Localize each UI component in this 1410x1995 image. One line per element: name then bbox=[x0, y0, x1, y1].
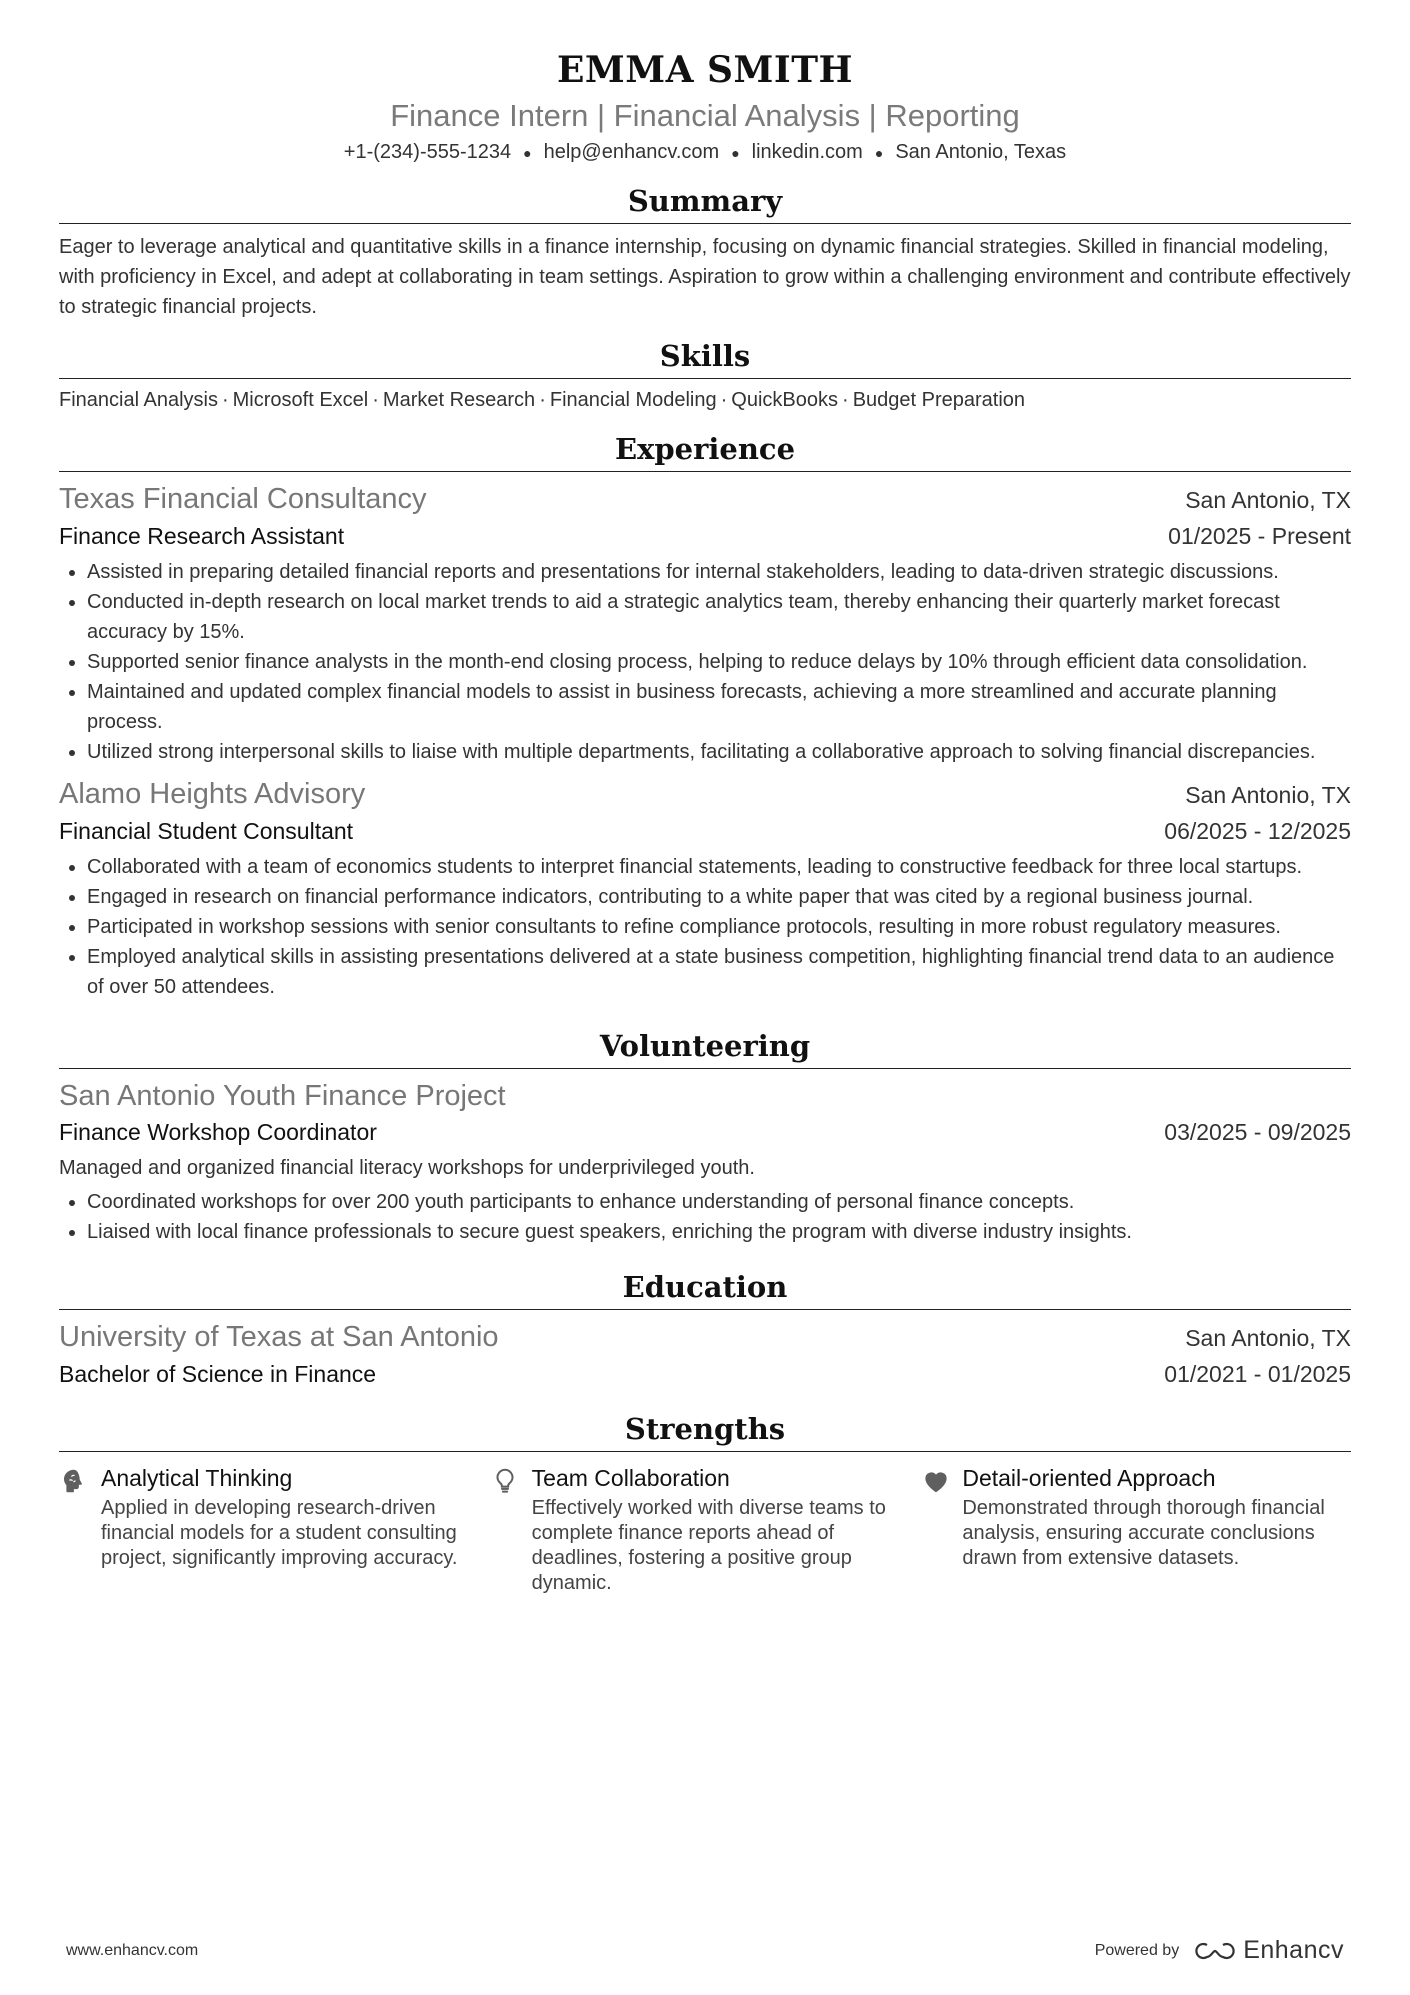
linkedin-link[interactable]: linkedin.com bbox=[751, 141, 863, 163]
volunteer-description: Managed and organized financial literacy workshops for underprivileged youth. bbox=[59, 1156, 755, 1179]
job-title: Financial Student Consultant bbox=[59, 817, 354, 844]
skill-item: Microsoft Excel bbox=[232, 388, 369, 411]
section-title-education: Education bbox=[59, 1267, 1351, 1310]
skill-item: Market Research bbox=[382, 388, 536, 411]
education-entry bbox=[59, 1318, 1351, 1391]
skill-item: Financial Analysis bbox=[59, 388, 218, 411]
website-link[interactable]: www.enhancv.com bbox=[66, 1941, 199, 1959]
enhancv-logo[interactable] bbox=[1193, 1936, 1344, 1965]
skill-item: Financial Modeling bbox=[549, 388, 717, 411]
strength-description: Applied in developing research-driven financial models for a student consulting project, significantly improving accuracy. bbox=[101, 1496, 458, 1569]
bullet-item: • Participated in workshop sessions with senior consultants to refine compliance protocols, resulting in more robust regulatory measures. bbox=[87, 912, 1351, 942]
page-footer bbox=[66, 1936, 1344, 1965]
volunteering-section bbox=[59, 1026, 1351, 1247]
strength-title: Detail-oriented Approach bbox=[962, 1464, 1216, 1491]
entry-location: San Antonio, TX bbox=[1185, 781, 1351, 808]
bullet-item: • Employed analytical skills in assisting presentations delivered at a state business competition, highlighting financial trend data to an audience of over 50 attendees. bbox=[87, 942, 1351, 1002]
brain-icon bbox=[59, 1466, 89, 1496]
bullet-item: • Assisted in preparing detailed financial reports and presentations for internal stakeholders, leading to data-driven strategic discussions. bbox=[87, 557, 1351, 587]
entry-dates: 06/2025 - 12/2025 bbox=[1164, 817, 1351, 844]
strength-title: Analytical Thinking bbox=[101, 1464, 293, 1491]
skill-item: Budget Preparation bbox=[852, 388, 1026, 411]
email-link[interactable]: help@enhancv.com bbox=[543, 141, 720, 163]
location: San Antonio, Texas bbox=[895, 141, 1067, 163]
section-title-skills: Skills bbox=[59, 336, 1351, 379]
heart-icon bbox=[920, 1466, 952, 1496]
bullet-item: • Utilized strong interpersonal skills to liaise with multiple departments, facilitating a collaborative approach to solving financial discrepancies. bbox=[87, 737, 1351, 767]
entry-dates: 01/2025 - Present bbox=[1168, 522, 1351, 549]
job-title: Finance Research Assistant bbox=[59, 522, 345, 549]
lightbulb-icon bbox=[490, 1466, 520, 1496]
strength-title: Team Collaboration bbox=[531, 1464, 730, 1491]
volunteering-entry bbox=[59, 1077, 1351, 1247]
resume-header bbox=[59, 0, 1351, 167]
bullet-list bbox=[59, 852, 1351, 1002]
section-title-strengths: Strengths bbox=[59, 1409, 1351, 1452]
education-section bbox=[59, 1267, 1351, 1391]
powered-by bbox=[1095, 1936, 1344, 1965]
entry-location: San Antonio, TX bbox=[1185, 1324, 1351, 1351]
candidate-name: EMMA SMITH bbox=[556, 49, 854, 91]
entry-dates: 03/2025 - 09/2025 bbox=[1164, 1118, 1351, 1145]
experience-entry bbox=[59, 775, 1351, 1002]
section-title-volunteering: Volunteering bbox=[59, 1026, 1351, 1069]
bullet-item: • Conducted in-depth research on local market trends to aid a strategic analytics team, thereby enhancing their quarterly market forecast accuracy by 15%. bbox=[87, 587, 1351, 647]
contact-line: +1-(234)-555-1234 ● help@enhancv.com ● linkedin.com ● San Antonio, Texas bbox=[343, 141, 1067, 163]
degree: Bachelor of Science in Finance bbox=[59, 1360, 377, 1387]
summary-section bbox=[59, 181, 1351, 322]
bullet-item: • Supported senior finance analysts in the month-end closing process, helping to reduce delays by 10% through efficient data consolidation. bbox=[87, 647, 1351, 677]
section-title-experience: Experience bbox=[59, 429, 1351, 472]
skills-section bbox=[59, 336, 1351, 415]
company-name: Alamo Heights Advisory bbox=[59, 777, 366, 810]
experience-entry bbox=[59, 480, 1351, 767]
strength-item bbox=[59, 1462, 490, 1596]
entry-location: San Antonio, TX bbox=[1185, 486, 1351, 513]
brand-name: Enhancv bbox=[1243, 1936, 1344, 1964]
strengths-section bbox=[59, 1409, 1351, 1596]
strength-item bbox=[490, 1462, 921, 1596]
bullet-item: • Collaborated with a team of economics students to interpret financial statements, leading to constructive feedback for three local startups. bbox=[87, 852, 1351, 882]
skill-item: QuickBooks bbox=[731, 388, 839, 411]
organization-name: San Antonio Youth Finance Project bbox=[59, 1079, 506, 1112]
section-title-summary: Summary bbox=[59, 181, 1351, 224]
headline: Finance Intern | Financial Analysis | Reporting bbox=[390, 98, 1020, 133]
bullet-item: • Liaised with local finance professionals to secure guest speakers, enriching the program with diverse industry insights. bbox=[87, 1217, 1351, 1247]
strength-description: Effectively worked with diverse teams to complete finance reports ahead of deadlines, fostering a positive group dynamic. bbox=[531, 1496, 886, 1594]
powered-by-label: Powered by bbox=[1094, 1941, 1180, 1959]
school-name: University of Texas at San Antonio bbox=[59, 1320, 499, 1353]
company-name: Texas Financial Consultancy bbox=[59, 482, 427, 515]
volunteer-role: Finance Workshop Coordinator bbox=[59, 1118, 377, 1145]
skills-list: Financial Analysis · Microsoft Excel · Market Research · Financial Modeling · QuickBooks · Budget Preparation bbox=[59, 388, 1026, 411]
bullet-list bbox=[59, 1187, 1351, 1247]
bullet-list bbox=[59, 557, 1351, 767]
bullet-item: • Engaged in research on financial performance indicators, contributing to a white paper that was cited by a regional business journal. bbox=[87, 882, 1351, 912]
bullet-item: • Coordinated workshops for over 200 youth participants to enhance understanding of personal finance concepts. bbox=[87, 1187, 1351, 1217]
summary-text: Eager to leverage analytical and quantitative skills in a finance internship, focusing on dynamic financial strategies. Skilled in financial modeling, with proficiency in Excel, and adept at collaborating in team settings. Aspiration to grow within a challenging environment and contribute effectively to strategic financial projects. bbox=[59, 235, 1351, 318]
enhancv-logo-icon bbox=[1193, 1939, 1237, 1963]
experience-section bbox=[59, 429, 1351, 1002]
bullet-item: • Maintained and updated complex financial models to assist in business forecasts, achieving a more streamlined and accurate planning process. bbox=[87, 677, 1351, 737]
phone: +1-(234)-555-1234 bbox=[343, 141, 512, 163]
strengths-grid bbox=[59, 1462, 1351, 1596]
strength-item bbox=[920, 1462, 1351, 1596]
strength-description: Demonstrated through thorough financial analysis, ensuring accurate conclusions drawn from extensive datasets. bbox=[962, 1496, 1325, 1569]
entry-dates: 01/2021 - 01/2025 bbox=[1164, 1360, 1351, 1387]
